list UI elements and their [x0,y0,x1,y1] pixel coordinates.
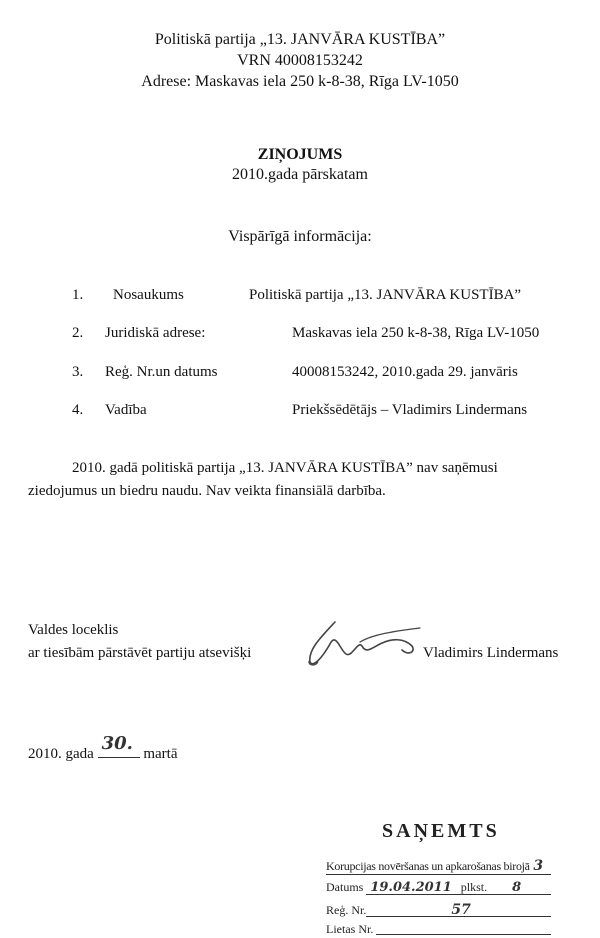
row-label: Juridiskā adrese: [105,325,206,341]
date-suffix: martā [143,746,178,762]
handwritten-signature [300,610,440,670]
row-value: 40008153242, 2010.gada 29. janvāris [292,364,518,380]
address-header: Adrese: Maskavas iela 250 k-8-38, Rīga LV-1050 [141,73,459,90]
report-title: ZIŅOJUMS [257,146,343,163]
row-number: 1. [72,287,84,303]
stamp-org-text: Korupcijas novēršanas un apkarošanas birojā [326,859,530,873]
row-number: 2. [72,325,84,341]
stamp-reg-value: 57 [451,902,471,918]
row-number: 3. [72,364,84,380]
row-value: Maskavas iela 250 k-8-38, Rīga LV-1050 [292,325,540,341]
body-paragraph-line1: 2010. gadā politiskā partija „13. JANVĀRA KUSTĪBA” nav saņēmusi [72,460,498,476]
row-label: Reģ. Nr.un datums [105,364,218,380]
row-value: Politiskā partija „13. JANVĀRA KUSTĪBA” [249,287,522,303]
stamp-time-label: plkst. [460,880,488,894]
date-day-field [98,733,140,758]
stamp-date-value: 19.04.2011 [370,880,452,895]
row-label: Vadība [105,402,147,418]
stamp-title: SAŅEMTS [382,820,500,842]
received-stamp [322,818,562,934]
signatory-role-line1: Valdes loceklis [28,622,119,638]
date-line [28,733,178,763]
stamp-time-value: 8 [512,880,522,895]
stamp-reg-label: Reģ. Nr. [326,903,367,917]
signatory-role-line2: ar tiesībām pārstāvēt partiju atsevišķi [28,645,252,661]
body-paragraph-line2: ziedojumus un biedru naudu. Nav veikta finansiālā darbība. [28,483,386,499]
stamp-case-row [326,922,373,937]
stamp-date-row [326,880,521,895]
stamp-organization [326,858,543,874]
vrn-header: VRN 40008153242 [237,52,363,69]
report-subtitle: 2010.gada pārskatam [232,166,368,183]
section-heading: Vispārīgā informācija: [228,228,372,245]
stamp-org-mark: 3 [533,858,543,874]
row-value: Priekšsēdētājs – Vladimirs Lindermans [292,402,528,418]
stamp-date-label: Datums [326,880,364,894]
party-name-header: Politiskā partija „13. JANVĀRA KUSTĪBA” [154,31,446,48]
row-label: Nosaukums [113,287,184,303]
stamp-case-label: Lietas Nr. [326,922,374,936]
row-number: 4. [72,402,84,418]
date-day-handwritten: 30. [101,733,133,754]
signatory-name: Vladimirs Lindermans [423,645,559,661]
date-prefix: 2010. gada [28,746,94,762]
